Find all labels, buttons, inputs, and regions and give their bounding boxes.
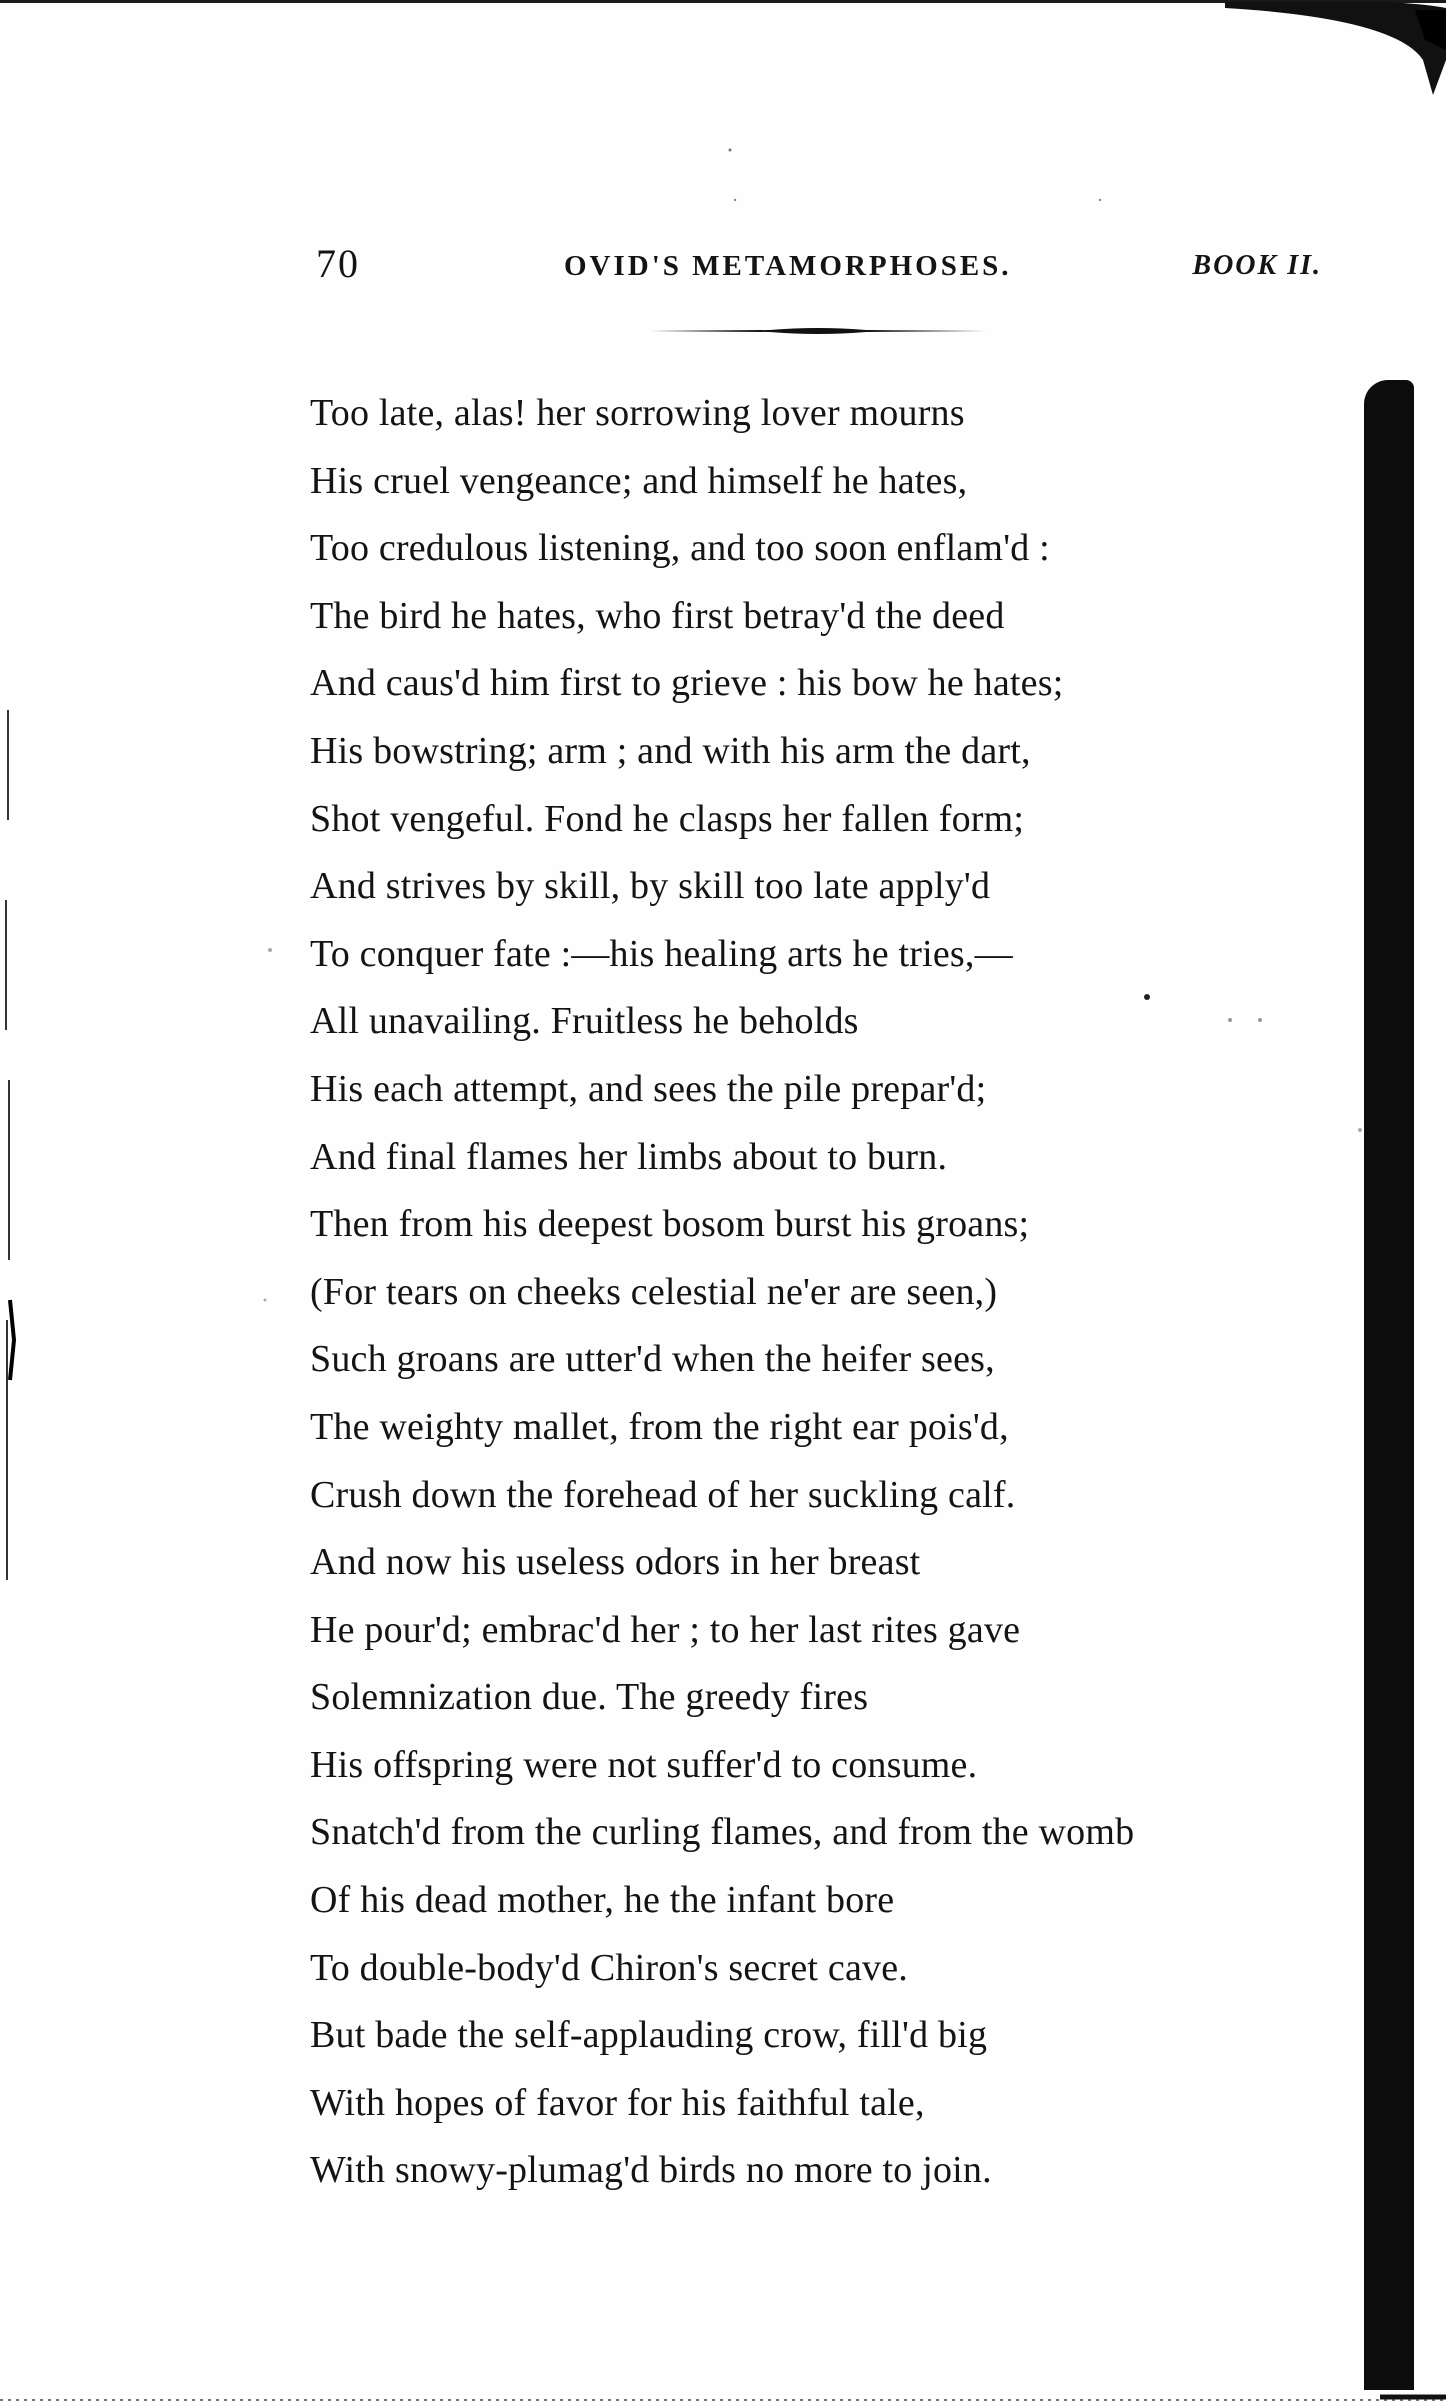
verse-line: All unavailing. Fruitless he beholds xyxy=(310,1000,859,1043)
verse-line: With snowy-plumag'd birds no more to join. xyxy=(310,2149,992,2192)
verse-line: Such groans are utter'd when the heifer sees, xyxy=(310,1338,995,1381)
verse-line: His each attempt, and sees the pile prepar'd; xyxy=(310,1067,987,1110)
verse-line: Too late, alas! her sorrowing lover mourns xyxy=(310,392,965,434)
verse-line: With hopes of favor for his faithful tale, xyxy=(310,2081,925,2124)
verse-line: The bird he hates, who first betray'd the deed xyxy=(310,594,1005,637)
verse-line: And now his useless odors in her breast xyxy=(310,1541,921,1584)
verse-line: Shot vengeful. Fond he clasps her fallen form; xyxy=(310,797,1025,840)
scan-left-edge xyxy=(0,700,24,1600)
verse-line: But bade the self-applauding crow, fill'd big xyxy=(310,2014,988,2057)
page-number: 70 xyxy=(316,241,360,286)
verse-line: Of his dead mother, he the infant bore xyxy=(310,1879,895,1922)
verse-line: The weighty mallet, from the right ear pois'd, xyxy=(310,1405,1009,1448)
scan-corner-shadow xyxy=(1225,0,1446,95)
verse-line: His offspring were not suffer'd to consume. xyxy=(310,1743,978,1786)
verse-line: Solemnization due. The greedy fires xyxy=(310,1676,869,1719)
running-head xyxy=(316,240,1322,288)
header-rule xyxy=(650,326,986,336)
verse-line: Too credulous listening, and too soon enflam'd : xyxy=(310,527,1050,570)
verse-line: (For tears on cheeks celestial ne'er are seen,) xyxy=(310,1270,998,1313)
scan-binding-shadow xyxy=(1364,380,1414,2390)
scan-bottom-edge xyxy=(0,2394,1446,2407)
verse-line: Snatch'd from the curling flames, and from the womb xyxy=(310,1811,1135,1854)
verse-line: To double-body'd Chiron's secret cave. xyxy=(310,1946,908,1989)
running-title: OVID'S METAMORPHOSES. xyxy=(564,250,1012,282)
verse-line: He pour'd; embrac'd her ; to her last rites gave xyxy=(310,1608,1021,1651)
verse-line: And final flames her limbs about to burn. xyxy=(310,1135,948,1178)
verse-line: To conquer fate :—his healing arts he tries,— xyxy=(310,932,1013,975)
verse-block xyxy=(310,380,1330,2205)
verse-line: His cruel vengeance; and himself he hates, xyxy=(310,459,968,502)
verse-line: And strives by skill, by skill too late apply'd xyxy=(310,865,991,908)
verse-line: Then from his deepest bosom burst his groans; xyxy=(310,1203,1030,1246)
book-label: BOOK II. xyxy=(1192,250,1322,281)
verse-line: And caus'd him first to grieve : his bow he hates; xyxy=(310,662,1064,705)
verse-line: His bowstring; arm ; and with his arm the dart, xyxy=(310,729,1031,772)
verse-line: Crush down the forehead of her suckling calf. xyxy=(310,1473,1016,1516)
